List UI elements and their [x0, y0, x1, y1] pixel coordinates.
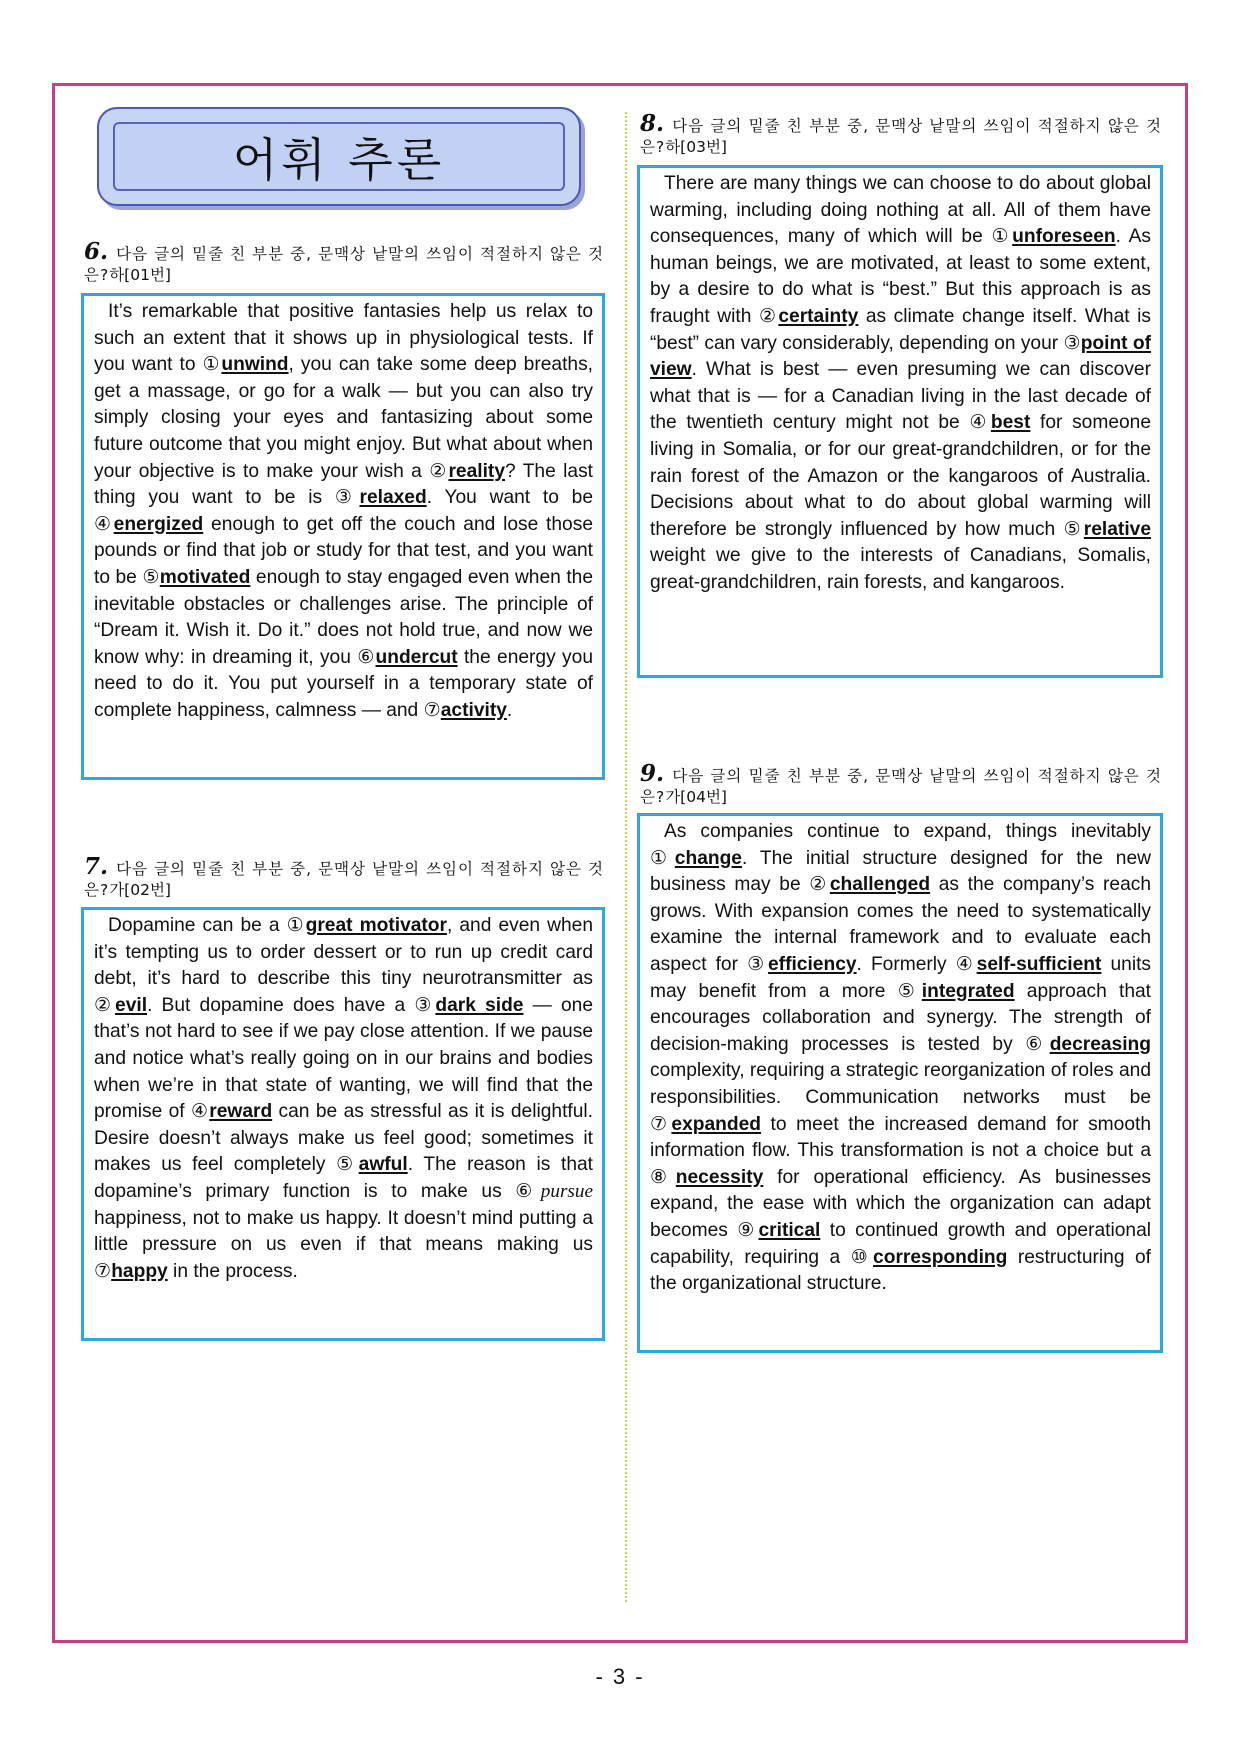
underlined-word: corresponding [873, 1246, 1008, 1268]
passage-segment: There are many things we can choose to do about global warming, including doing nothing at all. All of them have consequences, many of which will be [650, 173, 1151, 248]
underlined-word: activity [440, 699, 507, 721]
passage-text [650, 819, 1151, 1298]
underlined-word: challenged [829, 874, 931, 896]
choice-number: ③ [1063, 332, 1081, 354]
question-9-passage [637, 813, 1163, 1353]
passage-segment: the energy you need to do it. You put yourself in a temporary state of complete happiness, calmness — and [94, 646, 593, 721]
choice-number: ⑩ [850, 1246, 874, 1268]
underlined-word: certainty [778, 305, 859, 327]
passage-segment: enough to get off the couch and lose those pounds or find that job or study for that test, and you want to be [94, 513, 593, 588]
choice-number: ③ [414, 994, 436, 1016]
underlined-word: undercut [375, 646, 458, 668]
underlined-word: pursue [540, 1180, 593, 1202]
question-code: 가[02번] [109, 881, 171, 899]
underlined-word: best [990, 412, 1031, 434]
choice-number: ③ [747, 953, 769, 975]
underlined-word: relaxed [359, 487, 427, 509]
choice-number: ⑦ [650, 1113, 672, 1135]
question-6-passage [81, 293, 605, 780]
underlined-word: point of view [650, 332, 1152, 381]
passage-segment: complexity, requiring a strategic reorganization of roles and responsibilities. Communication networks must be [650, 1060, 1151, 1108]
question-code: 하[01번] [109, 266, 171, 284]
underlined-word: necessity [675, 1166, 764, 1188]
passage-segment: weight we give to the interests of Canadians, Somalis, great-grandchildren, rain forests, and kangaroos. [650, 545, 1151, 593]
passage-segment: , and even when it’s tempting us to order dessert or to run up credit card debt, it’s hard to describe this tiny neurotransmitter as [94, 915, 594, 990]
passage-segment: in the process. [167, 1260, 298, 1282]
choice-number: ① [650, 847, 675, 869]
underlined-word: critical [758, 1219, 821, 1241]
choice-number: ① [286, 915, 306, 936]
underlined-word: unforeseen [1012, 226, 1116, 248]
choice-number: ⑤ [142, 566, 160, 588]
choice-number: ② [809, 874, 830, 896]
question-instruction: 다음 글의 밑줄 친 부분 중, 문맥상 낱말의 쓰임이 적절하지 않은 것은? [84, 245, 604, 284]
choice-number: ⑤ [336, 1154, 359, 1176]
passage-text [94, 299, 593, 725]
question-7-header [84, 853, 604, 901]
section-title-box [97, 107, 581, 206]
passage-segment: units may benefit from a more [650, 953, 1152, 1002]
passage-segment: , you can take some deep breaths, get a massage, or go for a walk — but you can also try simply closing your eyes and fantasizing about some future outcome that you might enjoy. But what about when your objective is to make your wish a [94, 354, 593, 482]
passage-segment: enough to stay engaged even when the inevitable obstacles or challenges arise. The principle of “Dream it. Wish it. Do it.” does not hold true, and now we know why: in dreaming it, you [94, 566, 593, 668]
question-instruction: 다음 글의 밑줄 친 부분 중, 문맥상 낱말의 쓰임이 적절하지 않은 것은? [84, 860, 604, 899]
underlined-word: unwind [221, 354, 289, 376]
passage-segment: can be as stressful as it is delightful. Desire doesn’t always make us feel good; sometimes it makes us feel completely [94, 1101, 593, 1176]
question-8-passage [637, 165, 1163, 678]
passage-segment: . Formerly [856, 953, 956, 975]
passage-text [650, 171, 1151, 597]
choice-number: ⑨ [737, 1219, 759, 1241]
underlined-word: relative [1083, 518, 1151, 540]
passage-segment: . As human beings, we are motivated, at least to some extent, by a desire to do what is “best.” But this approach is as fraught with [650, 226, 1152, 327]
choice-number: ② [429, 460, 449, 482]
choice-number: ① [991, 226, 1013, 248]
underlined-word: energized [113, 513, 204, 535]
passage-segment: as the company’s reach grows. With expansion comes the need to systematically examine the internal framework and to evaluate each aspect for [650, 874, 1151, 975]
choice-number: ⑥ [1025, 1033, 1050, 1055]
choice-number: ⑦ [94, 1260, 112, 1282]
underlined-word: change [674, 847, 742, 869]
passage-segment: Dopamine can be a [108, 915, 287, 936]
passage-segment: for someone living in Somalia, or for our great-grandchildren, or for the rain forest of the Amazon or the kangaroos of Australia. Decisions about what to do about global warming will therefore be strongly influenced by how much [650, 412, 1152, 540]
passage-segment: as climate change itself. What is “best” can vary considerably, depending on your [650, 305, 1151, 354]
passage-segment: . But dopamine does have a [147, 994, 415, 1016]
underlined-word: efficiency [768, 953, 857, 975]
choice-number: ⑤ [897, 980, 922, 1002]
passage-segment: As companies continue to expand, things inevitably [664, 821, 1151, 842]
section-title: 어휘 추론 [113, 122, 565, 191]
passage-segment: happiness, not to make us happy. It doesn’t mind putting a little pressure on us even if that means making us [94, 1207, 593, 1256]
choice-number: ⑦ [423, 699, 441, 721]
question-9-header [640, 760, 1162, 808]
question-number: 6. [84, 238, 109, 265]
question-7-passage [81, 907, 605, 1341]
passage-text [94, 913, 593, 1285]
choice-number: ③ [334, 487, 360, 509]
choice-number: ② [758, 305, 779, 327]
passage-segment: . What is best — even presuming we can discover what that is — for a Canadian living in the last decade of the twentieth century might not be [650, 359, 1151, 434]
question-instruction: 다음 글의 밑줄 친 부분 중, 문맥상 낱말의 쓰임이 적절하지 않은 것은? [640, 767, 1162, 806]
passage-segment: to continued growth and operational capability, requiring a [650, 1219, 1152, 1268]
choice-number: ④ [191, 1101, 210, 1123]
question-6-header [84, 238, 604, 286]
passage-segment: — one that’s not hard to see if we pay close attention. If we pause and notice what’s really going on in our brains and bodies when we’re in that state of wanting, we will find that the promise of [94, 994, 594, 1123]
choice-number: ⑤ [1063, 518, 1084, 540]
question-instruction: 다음 글의 밑줄 친 부분 중, 문맥상 낱말의 쓰임이 적절하지 않은 것은? [640, 117, 1162, 156]
underlined-word: reality [448, 460, 505, 482]
choice-number: ⑧ [650, 1166, 676, 1188]
passage-segment: restructuring of the organizational structure. [650, 1246, 1151, 1295]
passage-segment: to meet the increased demand for smooth information flow. This transformation is not a choice but a [650, 1113, 1152, 1162]
passage-segment: . [506, 699, 513, 721]
underlined-word: self-sufficient [976, 953, 1102, 975]
passage-segment: . The initial structure designed for the new business may be [650, 847, 1151, 896]
underlined-word: decreasing [1049, 1033, 1152, 1055]
passage-segment: approach that encourages collaboration and synergy. The strength of decision-making processes is tested by [650, 980, 1152, 1055]
choice-number: ④ [955, 953, 977, 975]
choice-number: ④ [94, 513, 114, 535]
choice-number: ⑥ [357, 646, 376, 668]
choice-number: ④ [969, 412, 991, 434]
underlined-word: happy [111, 1260, 168, 1282]
choice-number: ⑥ [515, 1180, 541, 1202]
choice-number: ① [202, 354, 222, 376]
question-code: 하[03번] [665, 138, 727, 156]
choice-number: ② [94, 994, 116, 1016]
underlined-word: expanded [671, 1113, 761, 1135]
underlined-word: reward [209, 1101, 273, 1123]
passage-segment: . The reason is that dopamine’s primary function is to make us [94, 1154, 593, 1202]
question-number: 9. [640, 760, 665, 787]
question-8-header [640, 110, 1162, 158]
page-number: - 3 - [595, 1664, 645, 1689]
question-code: 가[04번] [665, 788, 727, 806]
underlined-word: integrated [921, 980, 1015, 1002]
underlined-word: great motivator [305, 915, 447, 936]
underlined-word: evil [115, 994, 148, 1016]
passage-segment: . You want to be [426, 487, 593, 509]
passage-segment: for operational efficiency. As businesses expand, the ease with which the organization can adapt becomes [650, 1166, 1151, 1241]
underlined-word: dark side [435, 994, 524, 1016]
question-number: 7. [84, 853, 109, 880]
underlined-word: motivated [159, 566, 251, 588]
passage-segment: It’s remarkable that positive fantasies help us relax to such an extent that it shows up in physiological tests. If you want to [94, 301, 593, 376]
passage-segment: ? The last thing you want to be is [94, 460, 593, 509]
question-number: 8. [640, 110, 665, 137]
column-divider [625, 112, 627, 1602]
underlined-word: awful [358, 1154, 408, 1176]
